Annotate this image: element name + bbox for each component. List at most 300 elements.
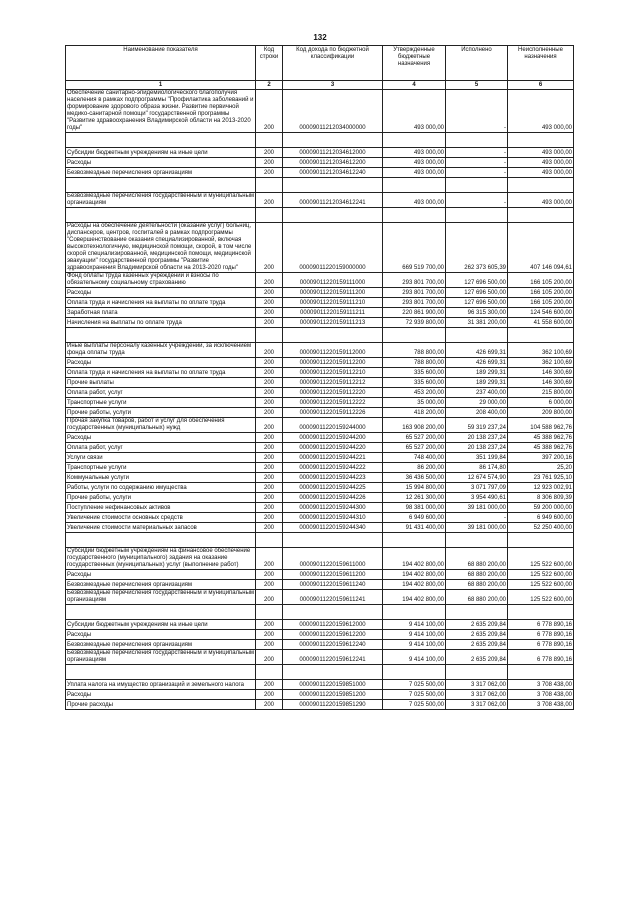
column-number: 6 — [508, 81, 574, 90]
row-unexecuted: 6 000,00 — [508, 398, 574, 408]
row-line-code: 200 — [256, 433, 283, 443]
row-name: Расходы — [66, 630, 256, 640]
spacer-cell — [508, 665, 574, 680]
budget-table — [65, 45, 574, 710]
row-income-code: 00009011212034000000 — [283, 90, 383, 133]
table-row — [66, 493, 574, 503]
spacer-cell — [446, 328, 508, 343]
row-unexecuted: 23 761 925,10 — [508, 473, 574, 483]
spacer-row — [66, 328, 574, 343]
row-name: Обеспечение санитарно-эпидемиологического благополучия населения в рамках подпрограммы "Профилактика заболеваний и формирование здорового образа жизни. Развитие первичной медико-санитарной помощи" государственной программы "Развитие здравоохранения Владимирской области на 2013-2020 годы" — [66, 90, 256, 133]
row-approved: 86 200,00 — [383, 463, 446, 473]
row-approved: 493 000,00 — [383, 193, 446, 208]
row-executed: 86 174,80 — [446, 463, 508, 473]
table-row — [66, 700, 574, 710]
row-approved: 72 939 800,00 — [383, 318, 446, 328]
row-approved: 91 431 400,00 — [383, 523, 446, 533]
row-executed: 3 954 490,61 — [446, 493, 508, 503]
table-row — [66, 580, 574, 590]
spacer-cell — [66, 328, 256, 343]
row-name: Начисления на выплаты по оплате труда — [66, 318, 256, 328]
row-line-code: 200 — [256, 318, 283, 328]
row-approved: 7 025 500,00 — [383, 680, 446, 690]
row-approved: 35 000,00 — [383, 398, 446, 408]
row-income-code: 00009011220159000000 — [283, 223, 383, 273]
row-line-code: 200 — [256, 580, 283, 590]
row-approved: 194 402 800,00 — [383, 580, 446, 590]
row-line-code: 200 — [256, 443, 283, 453]
row-income-code: 00009011220159851000 — [283, 680, 383, 690]
column-number-row — [66, 81, 574, 90]
row-unexecuted: 52 250 400,00 — [508, 523, 574, 533]
row-executed: 3 317 062,00 — [446, 700, 508, 710]
spacer-cell — [508, 605, 574, 620]
row-executed: 2 635 209,84 — [446, 650, 508, 665]
table-row — [66, 483, 574, 493]
row-name: Безвозмездные перечисления организациям — [66, 168, 256, 178]
row-approved: 493 000,00 — [383, 158, 446, 168]
row-approved: 9 414 100,00 — [383, 630, 446, 640]
row-income-code: 00009011220159612241 — [283, 650, 383, 665]
row-approved: 65 527 200,00 — [383, 433, 446, 443]
spacer-cell — [283, 328, 383, 343]
row-approved: 7 025 500,00 — [383, 700, 446, 710]
row-income-code: 00009011220159112212 — [283, 378, 383, 388]
table-row — [66, 388, 574, 398]
row-name: Расходы — [66, 433, 256, 443]
row-approved: 788 800,00 — [383, 343, 446, 358]
row-executed: 12 674 574,90 — [446, 473, 508, 483]
spacer-cell — [256, 208, 283, 223]
row-income-code: 00009011220159112210 — [283, 368, 383, 378]
spacer-cell — [256, 133, 283, 148]
row-approved: 194 402 800,00 — [383, 548, 446, 570]
row-line-code: 200 — [256, 343, 283, 358]
row-name: Увеличение стоимости основных средств — [66, 513, 256, 523]
row-executed: 127 696 500,00 — [446, 288, 508, 298]
table-row — [66, 503, 574, 513]
row-executed: 68 880 200,00 — [446, 570, 508, 580]
spacer-row — [66, 133, 574, 148]
row-income-code: 00009011220159611000 — [283, 548, 383, 570]
row-name: Прочая закупка товаров, работ и услуг для обеспечения государственных (муниципальных) нужд — [66, 418, 256, 433]
row-line-code: 200 — [256, 548, 283, 570]
row-line-code: 200 — [256, 493, 283, 503]
row-executed: 39 181 000,00 — [446, 503, 508, 513]
row-income-code: 00009011220159112222 — [283, 398, 383, 408]
row-unexecuted: 146 300,69 — [508, 378, 574, 388]
row-income-code: 00009011212034612240 — [283, 168, 383, 178]
row-unexecuted: 6 778 890,16 — [508, 630, 574, 640]
row-unexecuted: 362 100,69 — [508, 343, 574, 358]
row-approved: 220 861 900,00 — [383, 308, 446, 318]
row-approved: 6 949 600,00 — [383, 513, 446, 523]
row-approved: 453 200,00 — [383, 388, 446, 398]
table-row — [66, 690, 574, 700]
spacer-cell — [383, 178, 446, 193]
row-executed: 189 299,31 — [446, 368, 508, 378]
spacer-cell — [446, 533, 508, 548]
row-income-code: 00009011220159244222 — [283, 463, 383, 473]
row-approved: 493 000,00 — [383, 90, 446, 133]
header-name: Наименование показателя — [66, 46, 256, 81]
row-name: Безвозмездные перечисления организациям — [66, 640, 256, 650]
row-line-code: 200 — [256, 503, 283, 513]
row-name: Оплата труда и начисления на выплаты по оплате труда — [66, 368, 256, 378]
row-income-code: 00009011220159244200 — [283, 433, 383, 443]
table-row — [66, 680, 574, 690]
table-row — [66, 158, 574, 168]
row-name: Расходы — [66, 570, 256, 580]
row-approved: 335 600,00 — [383, 378, 446, 388]
spacer-row — [66, 208, 574, 223]
row-executed: 127 696 500,00 — [446, 273, 508, 288]
row-unexecuted: 493 000,00 — [508, 158, 574, 168]
row-line-code: 200 — [256, 463, 283, 473]
table-row — [66, 590, 574, 605]
row-name: Оплата труда и начисления на выплаты по оплате труда — [66, 298, 256, 308]
row-income-code: 00009011220159244300 — [283, 503, 383, 513]
row-executed: 208 400,00 — [446, 408, 508, 418]
row-line-code: 200 — [256, 308, 283, 318]
row-unexecuted: 6 778 890,16 — [508, 640, 574, 650]
row-income-code: 00009011220159244223 — [283, 473, 383, 483]
row-unexecuted: 25,20 — [508, 463, 574, 473]
header-income-code: Код дохода по бюджетной классификации — [283, 46, 383, 81]
row-unexecuted: 362 100,69 — [508, 358, 574, 368]
table-row — [66, 168, 574, 178]
spacer-cell — [508, 208, 574, 223]
row-unexecuted: 45 388 962,76 — [508, 433, 574, 443]
row-income-code: 00009011220159111000 — [283, 273, 383, 288]
table-row — [66, 318, 574, 328]
row-income-code: 00009011220159612200 — [283, 630, 383, 640]
row-executed: 20 138 237,24 — [446, 443, 508, 453]
row-line-code: 200 — [256, 570, 283, 580]
row-unexecuted: 397 200,16 — [508, 453, 574, 463]
table-row — [66, 343, 574, 358]
table-row — [66, 223, 574, 273]
row-name: Услуги связи — [66, 453, 256, 463]
row-approved: 669 519 700,00 — [383, 223, 446, 273]
row-unexecuted: 12 923 002,91 — [508, 483, 574, 493]
row-income-code: 00009011220159851290 — [283, 700, 383, 710]
table-row — [66, 273, 574, 288]
spacer-cell — [508, 328, 574, 343]
row-executed: 2 635 209,84 — [446, 630, 508, 640]
row-executed: 127 696 500,00 — [446, 298, 508, 308]
row-income-code: 00009011220159112226 — [283, 408, 383, 418]
row-income-code: 00009011220159111200 — [283, 288, 383, 298]
row-unexecuted: 493 000,00 — [508, 193, 574, 208]
row-line-code: 200 — [256, 368, 283, 378]
spacer-cell — [66, 208, 256, 223]
table-row — [66, 193, 574, 208]
row-income-code: 00009011220159244226 — [283, 493, 383, 503]
row-name: Расходы — [66, 288, 256, 298]
header-row — [66, 46, 574, 81]
row-executed: 3 317 062,00 — [446, 680, 508, 690]
row-line-code: 200 — [256, 523, 283, 533]
spacer-cell — [508, 178, 574, 193]
row-name: Коммунальные услуги — [66, 473, 256, 483]
table-row — [66, 433, 574, 443]
row-approved: 748 400,00 — [383, 453, 446, 463]
row-executed: 68 880 200,00 — [446, 590, 508, 605]
table-row — [66, 548, 574, 570]
spacer-cell — [383, 133, 446, 148]
row-name: Прочие работы, услуги — [66, 493, 256, 503]
row-unexecuted: 166 105 200,00 — [508, 298, 574, 308]
row-name: Субсидии бюджетным учреждениям на иные цели — [66, 148, 256, 158]
row-unexecuted: 59 200 000,00 — [508, 503, 574, 513]
spacer-cell — [383, 208, 446, 223]
spacer-cell — [256, 178, 283, 193]
row-income-code: 00009011220159244000 — [283, 418, 383, 433]
header-approved: Утвержденные бюджетные назначения — [383, 46, 446, 81]
page-number: 132 — [313, 33, 327, 42]
spacer-cell — [66, 178, 256, 193]
row-approved: 163 908 200,00 — [383, 418, 446, 433]
row-unexecuted: 493 000,00 — [508, 168, 574, 178]
row-unexecuted: 166 105 200,00 — [508, 288, 574, 298]
row-name: Расходы — [66, 358, 256, 368]
row-line-code: 200 — [256, 148, 283, 158]
row-approved: 7 025 500,00 — [383, 690, 446, 700]
row-executed: 3 317 062,00 — [446, 690, 508, 700]
row-approved: 15 994 800,00 — [383, 483, 446, 493]
spacer-cell — [256, 328, 283, 343]
row-line-code: 200 — [256, 513, 283, 523]
row-executed: 29 000,00 — [446, 398, 508, 408]
spacer-cell — [256, 665, 283, 680]
spacer-cell — [446, 665, 508, 680]
row-name: Расходы — [66, 690, 256, 700]
row-executed: 2 635 209,84 — [446, 620, 508, 630]
row-executed: - — [446, 148, 508, 158]
table-row — [66, 408, 574, 418]
row-line-code: 200 — [256, 408, 283, 418]
row-executed: 237 400,00 — [446, 388, 508, 398]
row-name: Прочие расходы — [66, 700, 256, 710]
column-number: 2 — [256, 81, 283, 90]
header-unexecuted: Неисполненные назначения — [508, 46, 574, 81]
row-executed: 39 181 000,00 — [446, 523, 508, 533]
row-executed: 3 071 797,09 — [446, 483, 508, 493]
row-executed: 262 373 605,39 — [446, 223, 508, 273]
row-approved: 493 000,00 — [383, 168, 446, 178]
table-row — [66, 620, 574, 630]
row-line-code: 200 — [256, 90, 283, 133]
row-income-code: 00009011220159244220 — [283, 443, 383, 453]
table-row — [66, 650, 574, 665]
row-unexecuted: 125 522 600,00 — [508, 570, 574, 580]
row-unexecuted: 3 708 438,00 — [508, 700, 574, 710]
row-income-code: 00009011220159112000 — [283, 343, 383, 358]
row-income-code: 00009011220159111213 — [283, 318, 383, 328]
row-approved: 12 261 300,00 — [383, 493, 446, 503]
row-line-code: 200 — [256, 388, 283, 398]
row-name: Поступление нефинансовых активов — [66, 503, 256, 513]
row-executed: 31 381 200,00 — [446, 318, 508, 328]
row-income-code: 00009011220159611240 — [283, 580, 383, 590]
row-unexecuted: 104 588 962,76 — [508, 418, 574, 433]
spacer-cell — [66, 533, 256, 548]
spacer-cell — [446, 133, 508, 148]
table-row — [66, 513, 574, 523]
spacer-cell — [66, 665, 256, 680]
row-line-code: 200 — [256, 223, 283, 273]
row-unexecuted: 125 522 600,00 — [508, 548, 574, 570]
row-line-code: 200 — [256, 453, 283, 463]
row-unexecuted: 6 778 890,16 — [508, 650, 574, 665]
table-row — [66, 523, 574, 533]
row-name: Заработная плата — [66, 308, 256, 318]
row-name: Безвозмездные перечисления организациям — [66, 580, 256, 590]
table-row — [66, 90, 574, 133]
row-name: Фонд оплаты труда казенных учреждений и взносы по обязательному социальному страхованию — [66, 273, 256, 288]
table-row — [66, 368, 574, 378]
column-number: 5 — [446, 81, 508, 90]
table-row — [66, 630, 574, 640]
spacer-cell — [256, 605, 283, 620]
spacer-cell — [383, 533, 446, 548]
table-row — [66, 640, 574, 650]
spacer-row — [66, 533, 574, 548]
row-executed: - — [446, 513, 508, 523]
row-line-code: 200 — [256, 630, 283, 640]
row-income-code: 00009011220159611241 — [283, 590, 383, 605]
table-body — [66, 90, 574, 710]
spacer-cell — [508, 133, 574, 148]
row-approved: 98 381 000,00 — [383, 503, 446, 513]
row-name: Оплата работ, услуг — [66, 443, 256, 453]
row-executed: 2 635 209,84 — [446, 640, 508, 650]
row-income-code: 00009011212034612241 — [283, 193, 383, 208]
row-unexecuted: 8 306 809,39 — [508, 493, 574, 503]
spacer-cell — [66, 133, 256, 148]
row-name: Уплата налога на имущество организаций и земельного налога — [66, 680, 256, 690]
row-name: Безвозмездные перечисления государственным и муниципальным организациям — [67, 650, 255, 663]
row-name: Безвозмездные перечисления государственным и муниципальным организациям — [67, 590, 255, 603]
row-executed: 20 138 237,24 — [446, 433, 508, 443]
row-line-code: 200 — [256, 358, 283, 368]
row-approved: 9 414 100,00 — [383, 620, 446, 630]
row-unexecuted: 41 558 600,00 — [508, 318, 574, 328]
row-executed: 189 299,31 — [446, 378, 508, 388]
spacer-cell — [283, 133, 383, 148]
row-name: Субсидии бюджетным учреждениям на финансовое обеспечение государственного (муниципального) задания на оказание государственных (муниципальных) услуг (выполнение работ) — [66, 548, 256, 570]
row-approved: 194 402 800,00 — [383, 570, 446, 580]
row-name: Расходы на обеспечение деятельности (оказание услуг) больниц, диспансеров, центров, госпиталей в рамках подпрограммы "Совершенствование оказания специализированной, включая высокотехнологичную, медицинской помощи, скорой, в том числе скорой специализированной, медицинской помощи, медицинской эвакуации" государственной программы "Развитие здравоохранения Владимирской области на 2013-2020 годы" — [66, 223, 256, 273]
table-row — [66, 443, 574, 453]
row-approved: 335 600,00 — [383, 368, 446, 378]
row-income-code: 00009011220159611200 — [283, 570, 383, 580]
row-unexecuted: 45 388 962,76 — [508, 443, 574, 453]
spacer-cell — [446, 605, 508, 620]
row-executed: 68 880 200,00 — [446, 580, 508, 590]
row-approved: 418 200,00 — [383, 408, 446, 418]
row-executed: - — [446, 168, 508, 178]
row-line-code: 200 — [256, 418, 283, 433]
row-line-code: 200 — [256, 193, 283, 208]
table-row — [66, 453, 574, 463]
spacer-cell — [66, 605, 256, 620]
spacer-cell — [508, 533, 574, 548]
row-approved: 293 801 700,00 — [383, 273, 446, 288]
row-name: Прочие работы, услуги — [66, 408, 256, 418]
table-row — [66, 473, 574, 483]
table-row — [66, 148, 574, 158]
spacer-cell — [283, 178, 383, 193]
spacer-cell — [446, 178, 508, 193]
row-name: Оплата работ, услуг — [66, 388, 256, 398]
row-line-code: 200 — [256, 288, 283, 298]
table-row — [66, 463, 574, 473]
table-row — [66, 298, 574, 308]
spacer-cell — [446, 208, 508, 223]
spacer-cell — [283, 533, 383, 548]
row-income-code: 00009011220159111210 — [283, 298, 383, 308]
row-unexecuted: 3 708 438,00 — [508, 680, 574, 690]
row-executed: - — [446, 158, 508, 168]
table-row — [66, 418, 574, 433]
row-income-code: 00009011220159851200 — [283, 690, 383, 700]
row-income-code: 00009011212034612200 — [283, 158, 383, 168]
row-income-code: 00009011220159111211 — [283, 308, 383, 318]
row-income-code: 00009011220159112200 — [283, 358, 383, 368]
row-line-code: 200 — [256, 640, 283, 650]
row-unexecuted: 6 778 890,16 — [508, 620, 574, 630]
row-name: Увеличение стоимости материальных запасов — [66, 523, 256, 533]
spacer-cell — [383, 328, 446, 343]
spacer-cell — [283, 605, 383, 620]
row-executed: - — [446, 193, 508, 208]
spacer-row — [66, 605, 574, 620]
row-line-code: 200 — [256, 273, 283, 288]
row-approved: 65 527 200,00 — [383, 443, 446, 453]
row-executed: 351 199,84 — [446, 453, 508, 463]
spacer-row — [66, 665, 574, 680]
header-line-code: Код строки — [256, 46, 283, 81]
row-unexecuted: 407 146 094,61 — [508, 223, 574, 273]
spacer-cell — [383, 665, 446, 680]
row-name: Безвозмездные перечисления государственным и муниципальным организациям — [67, 193, 255, 206]
row-executed: 426 699,31 — [446, 343, 508, 358]
row-name: Транспортные услуги — [66, 398, 256, 408]
row-executed: 59 319 237,24 — [446, 418, 508, 433]
table-row — [66, 288, 574, 298]
row-executed: - — [446, 90, 508, 133]
row-unexecuted: 215 800,00 — [508, 388, 574, 398]
table-row — [66, 570, 574, 580]
header-executed: Исполнено — [446, 46, 508, 81]
row-unexecuted: 493 000,00 — [508, 90, 574, 133]
row-income-code: 00009011220159112220 — [283, 388, 383, 398]
row-line-code: 200 — [256, 483, 283, 493]
row-approved: 194 402 800,00 — [383, 590, 446, 605]
table-row — [66, 308, 574, 318]
row-unexecuted: 3 708 438,00 — [508, 690, 574, 700]
column-number: 3 — [283, 81, 383, 90]
spacer-cell — [283, 208, 383, 223]
row-line-code: 200 — [256, 590, 283, 605]
row-income-code: 00009011220159244225 — [283, 483, 383, 493]
row-executed: 426 699,31 — [446, 358, 508, 368]
row-name: Прочие выплаты — [66, 378, 256, 388]
row-name: Транспортные услуги — [66, 463, 256, 473]
row-line-code: 200 — [256, 158, 283, 168]
